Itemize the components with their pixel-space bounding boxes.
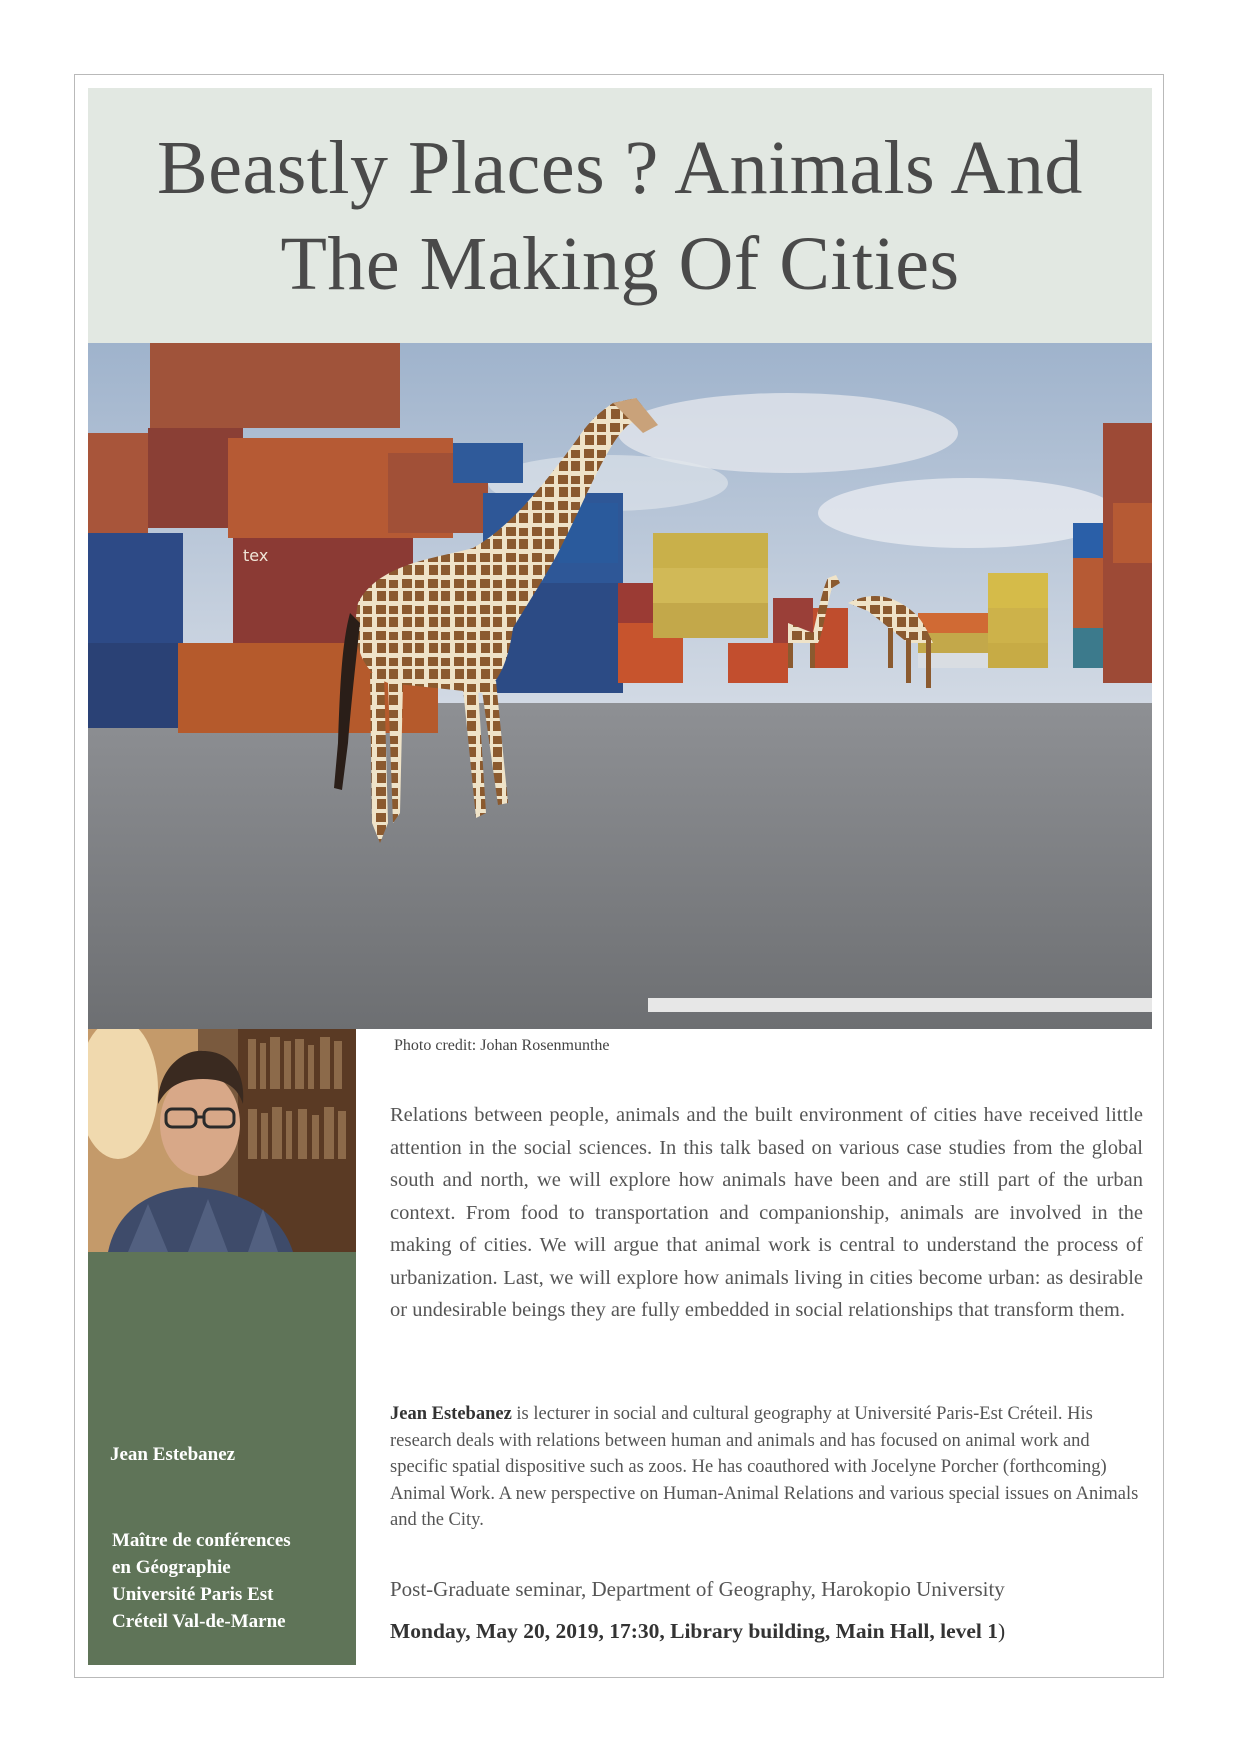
affiliation-line: en Géographie	[112, 1557, 231, 1578]
event-datetime	[390, 1619, 1005, 1644]
giraffes-container-yard-image	[88, 343, 1152, 1029]
affiliation-line: Université Paris Est	[112, 1584, 274, 1605]
bio-text: is lecturer in social and cultural geography at Université Paris-Est Créteil. His research deals with relations between human and animals and has focused on animal work and specific spatial dispositive such as zoos. He has coauthored with Jocelyne Porcher (forthcoming) Animal Work. A new perspective on Human-Animal Relations and various special issues on Animals and the City.	[390, 1404, 1139, 1530]
speaker-bio	[390, 1401, 1143, 1534]
title-band	[88, 88, 1152, 343]
speaker-affiliation	[112, 1527, 352, 1635]
affiliation-line: Maître de conférences	[112, 1530, 291, 1551]
bio-name: Jean Estebanez	[390, 1404, 512, 1424]
speaker-portrait	[88, 1029, 356, 1252]
event-datetime-end: )	[998, 1619, 1006, 1643]
affiliation-line: Créteil Val-de-Marne	[112, 1611, 286, 1632]
seminar-info: Post-Graduate seminar, Department of Geography, Harokopio University	[390, 1577, 1005, 1601]
speaker-panel	[88, 1252, 356, 1665]
container-label: tex	[243, 546, 269, 565]
speaker-name: Jean Estebanez	[110, 1444, 236, 1465]
abstract-text: Relations between people, animals and the built environment of cities have received little attention in the social sciences. In this talk based on various case studies from the global south and north, we will explore how animals have been and are still part of the urban context. From food to transportation and companionship, animals are involved in the making of cities. We will argue that animal work is central to understand the process of urbanization. Last, we will explore how animals living in cities become urban: as desirable or undesirable beings they are fully embedded in social relationships that transform them.	[390, 1104, 1143, 1321]
giraffe-photo	[88, 343, 1152, 1029]
event-datetime-text: Monday, May 20, 2019, 17:30, Library building, Main Hall, level 1	[390, 1619, 999, 1643]
poster-title: Beastly Places ? Animals And The Making Of Cities	[157, 125, 1083, 306]
speaker-photo-icon	[88, 1029, 356, 1252]
photo-credit: Photo credit: Johan Rosenmunthe	[394, 1037, 610, 1054]
